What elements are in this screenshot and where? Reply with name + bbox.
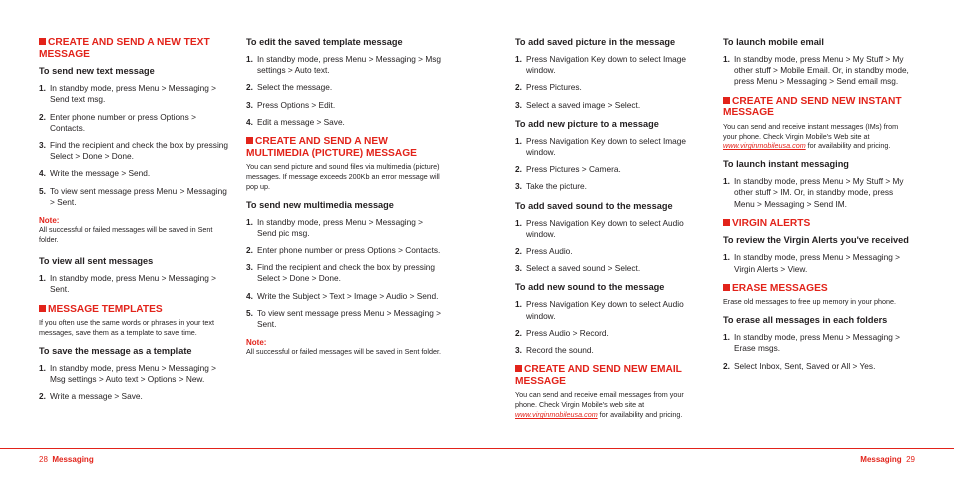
step-item [246,308,441,330]
step-item [246,291,441,302]
step-text: To view sent message press Menu > Messaging > Sent. [257,307,442,330]
step-number: 2. [515,82,522,93]
step-item [723,54,913,88]
step-text: Select a saved sound > Select. [526,263,641,274]
step-number: 1. [39,362,46,373]
subheading: To launch mobile email [723,37,824,47]
step-text: Press Pictures > Camera. [526,164,621,175]
step-text: To view sent message press Menu > Messaging > Sent. [50,185,227,207]
step-text: Press Navigation Key down to select Image window. [526,135,687,158]
step-number: 1. [39,83,46,94]
subheading: To send new text message [39,66,155,77]
step-text: Press Audio. [526,246,573,257]
step-item [39,168,229,179]
bullet-square-icon [515,365,522,372]
steps-list [39,363,229,403]
step-number: 2. [39,111,46,122]
step-text: Write the message > Send. [50,168,151,179]
step-item [515,136,695,158]
steps-list [515,299,695,356]
section-heading [246,136,441,159]
bullet-square-icon [723,97,730,104]
step-text: Record the sound. [526,345,594,356]
column-2 [246,37,441,369]
step-number: 3. [515,345,522,356]
subheading: To add saved picture in the message [515,37,676,47]
note-text: All successful or failed messages will be saved in Sent folder. [39,225,213,244]
step-item [723,361,913,372]
step-item [515,82,695,93]
step-number: 2. [515,246,522,257]
section-title: CREATE AND SEND NEW EMAIL MESSAGE [515,364,682,387]
subheading: To view all sent messages [39,256,154,267]
step-item [39,83,229,105]
step-number: 3. [515,263,522,274]
step-item [39,391,229,402]
steps-list [723,332,913,372]
section-intro: You can send picture and sound files via multimedia (picture) messages. If message exceeds 200Kb an error message will pop up. [246,162,440,191]
step-item [246,245,441,256]
note-label: Note: [246,338,267,348]
step-item [515,54,695,76]
step-text: Write the Subject > Text > Image > Audio > Send. [257,290,439,301]
footer-rule [0,448,477,449]
section-title: ERASE MESSAGES [732,282,828,294]
steps-list [723,176,913,210]
step-number: 5. [39,185,46,196]
step-number: 1. [246,216,253,227]
note-text: All successful or failed messages will be saved in Sent folder. [246,347,441,357]
step-number: 3. [246,99,253,110]
subheading: To add new sound to the message [515,282,665,293]
step-item [515,345,695,356]
step-number: 3. [246,262,253,273]
subheading: To erase all messages in each folders [723,315,888,326]
section-title: MESSAGE TEMPLATES [48,303,163,315]
step-text: In standby mode, press Menu > Messaging > Sent. [50,273,217,295]
step-item [515,299,695,321]
step-item [515,246,695,257]
step-item [246,54,441,76]
subheading: To add new picture to a message [515,118,659,129]
step-item [515,328,695,339]
section-title: CREATE AND SEND A NEW MULTIMEDIA (PICTURE) MESSAGE [246,136,417,159]
step-text: In standby mode, press Menu > Messaging > Msg settings > Auto text > Options > New. [50,362,217,384]
steps-list [246,217,441,331]
step-text: Press Pictures. [526,82,582,93]
step-text: Enter phone number or press Options > Contacts. [257,245,441,255]
step-text: In standby mode, press Menu > Messaging > Virgin Alerts > View. [734,252,901,274]
step-number: 3. [515,99,522,110]
step-text: Select a saved image > Select. [526,99,641,110]
step-item [246,100,441,111]
steps-list [39,83,229,208]
footer-right [860,455,915,464]
step-text: Take the picture. [526,181,587,192]
step-text: Edit a message > Save. [257,116,345,127]
steps-list [246,54,441,128]
steps-list [515,54,695,111]
subheading: To save the message as a template [39,345,192,356]
step-number: 2. [723,360,730,371]
step-number: 4. [39,168,46,179]
section-heading [723,96,913,119]
step-item [39,186,229,208]
step-number: 1. [515,54,522,64]
step-number: 1. [723,176,730,187]
step-number: 1. [246,54,253,64]
note-label: Note: [39,216,60,226]
step-item [515,181,695,192]
step-text: Press Navigation Key down to select Audio window. [526,299,684,321]
step-text: In standby mode, press Menu > Messaging > Send text msg. [50,83,217,105]
step-number: 1. [515,135,522,146]
step-text: Find the recipient and check the box by pressing Select > Done > Done. [50,140,229,162]
section-heading [39,304,229,316]
step-item [515,218,695,240]
step-text: Find the recipient and check the box by pressing Select > Done > Done. [257,262,436,284]
step-text: Press Navigation Key down to select Image window. [526,54,687,76]
column-1 [39,37,229,410]
step-number: 5. [246,307,253,318]
step-number: 1. [723,54,730,64]
steps-list [723,252,913,274]
step-number: 1. [515,217,522,228]
section-title: VIRGIN ALERTS [732,217,811,229]
section-intro: If you often use the same words or phrases in your text messages, save them as a template to save time. [39,318,214,337]
step-text: Select the message. [257,82,333,93]
website-link[interactable]: www.virginmobileusa.com [515,410,598,420]
section-intro [515,390,695,419]
step-item [39,363,229,385]
step-text: In standby mode, press Menu > Messaging > Erase msgs. [734,332,901,354]
bullet-square-icon [39,305,46,312]
intro-text: You can send and receive instant messages (IMs) from your phone. Check Virgin Mobile's Web site at [723,121,899,141]
footer-section-label: Messaging [860,455,902,464]
step-item [39,112,229,134]
step-number: 1. [723,332,730,343]
section-heading [39,37,229,60]
bullet-square-icon [39,38,46,45]
website-link[interactable]: www.virginmobileusa.com [723,141,806,151]
step-text: In standby mode, press Menu > My Stuff > My other stuff > Mobile Email. Or, in standby mode, press Menu > Messaging > Send email msg. [734,54,909,87]
section-title: CREATE AND SEND A NEW TEXT MESSAGE [39,37,210,60]
section-heading [723,283,913,295]
subheading: To send new multimedia message [246,199,394,210]
step-number: 4. [246,290,253,301]
step-item [723,332,913,354]
step-number: 3. [39,140,46,150]
bullet-square-icon [246,137,253,144]
section-heading [723,218,913,230]
step-number: 2. [515,164,522,175]
step-number: 2. [39,391,46,402]
step-text: In standby mode, press Menu > Messaging > Send pic msg. [257,216,424,238]
page-number: 28 [39,455,48,464]
subheading: To review the Virgin Alerts you've received [723,235,909,246]
step-item [246,217,441,239]
section-intro: Erase old messages to free up memory in your phone. [723,297,896,307]
steps-list [39,273,229,295]
step-text: Press Navigation Key down to select Audio window. [526,217,684,239]
subheading: To edit the saved template message [246,37,403,47]
intro-text-tail: for availability and pricing. [597,410,683,420]
intro-text: You can send and receive email messages from your phone. Check Virgin Mobile's web site at [515,390,684,410]
step-item [246,262,441,284]
footer-rule [477,448,954,449]
step-item [246,82,441,93]
step-number: 3. [515,181,522,192]
column-4 [723,37,913,380]
step-item [723,252,913,274]
step-text: In standby mode, press Menu > My Stuff > My other stuff > IM. Or, in standby mode, press Menu > Messaging > Send IM. [734,176,904,209]
footer-left [39,455,94,464]
steps-list [515,218,695,275]
right-page [477,0,954,477]
section-title: CREATE AND SEND NEW INSTANT MESSAGE [723,95,902,119]
step-item [515,164,695,175]
bullet-square-icon [723,284,730,291]
step-number: 1. [39,273,46,284]
column-3 [515,37,695,428]
subheading: To add saved sound to the message [515,200,673,211]
step-number: 1. [723,252,730,263]
step-item [515,263,695,274]
bullet-square-icon [723,219,730,226]
step-text: Enter phone number or press Options > Contacts. [50,111,196,133]
step-number: 2. [246,82,253,93]
step-item [515,100,695,111]
steps-list [515,136,695,193]
step-number: 2. [246,245,253,255]
footer-section-label: Messaging [52,455,94,464]
step-number: 4. [246,116,253,127]
step-number: 1. [515,299,522,310]
step-text: Select Inbox, Sent, Saved or All > Yes. [734,360,876,371]
page-number: 29 [906,455,915,464]
step-text: Press Options > Edit. [257,99,336,110]
step-item [723,176,913,210]
step-text: In standby mode, press Menu > Messaging > Msg settings > Auto text. [257,54,442,76]
step-text: Press Audio > Record. [526,327,609,338]
step-item [39,273,229,295]
steps-list [723,54,913,88]
subheading: To launch instant messaging [723,159,849,170]
step-item [39,140,229,162]
step-number: 2. [515,327,522,338]
section-intro [723,122,913,151]
section-heading [515,364,695,387]
step-item [246,117,441,128]
step-text: Write a message > Save. [50,391,143,402]
intro-text-tail: for availability and pricing. [805,141,891,151]
